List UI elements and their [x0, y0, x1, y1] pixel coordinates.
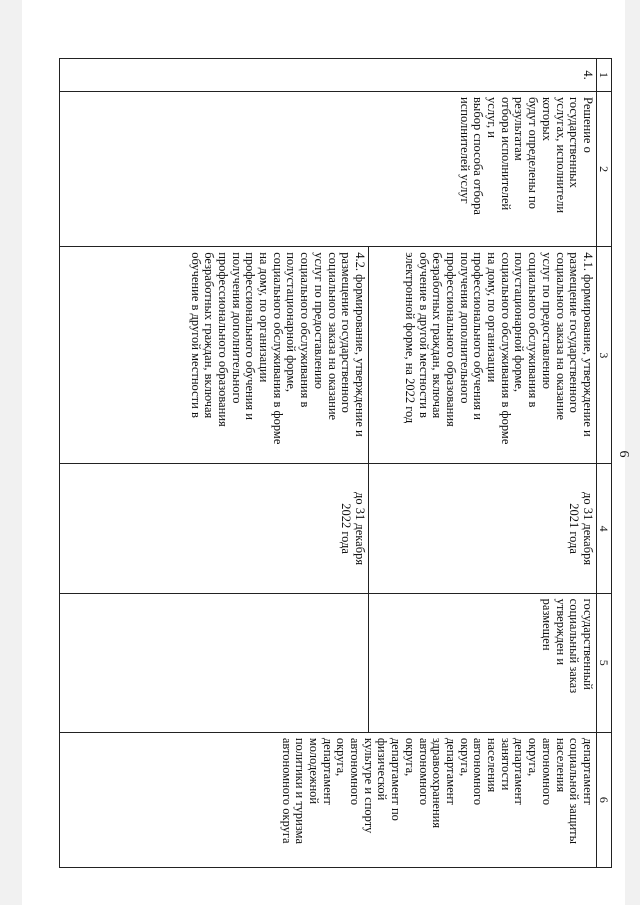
header-col-1: 1 [597, 59, 612, 92]
header-col-4: 4 [597, 464, 612, 593]
table-row [369, 59, 597, 868]
result-4-2-cell [60, 593, 369, 732]
deadline-4-1-cell: до 31 декабря 2021 года [369, 464, 597, 593]
page-number: 6 [616, 450, 631, 458]
row-number: 4. [60, 59, 597, 92]
header-col-2: 2 [597, 92, 612, 247]
measure-4-1-cell: 4.1. формирование, утверждение и размещение государственного социального заказа на оказание услуг по предоставлению социального обслуживания в полустационарной форме, социального обслуживания в форме на дому, по организации профессионального обучения и получения дополнительного профессионального образования безработных граждан, включая обучение в другой местности в электронной форме, на 2022 год [369, 247, 597, 464]
responsible-cell: департамент социальной защиты населения автономного округа, департамент занятости населения автономного округа, департамент здравоохранения автономного округа, департамент по физической культуре и спорту автономного округа, департамент молодежной политики и туризма автономного округа [60, 732, 597, 867]
measure-4-2-cell: 4.2. формирование, утверждение и размещение государственного социального заказа на оказание услуг по предоставлению социального обслуживания в полустационарной форме, социального обслуживания в форме на дому, по организации профессионального обучения и получения дополнительного профессионального образования безработных граждан, включая обучение в другой местности в [60, 247, 369, 464]
table-header-row [597, 59, 612, 868]
result-4-1-cell: государственный социальный заказ утвержден и размещен [369, 593, 597, 732]
header-col-5: 5 [597, 593, 612, 732]
decision-cell: Решение о государственных услугах, исполнители которых будут определены по результатам отбора исполнителей услуг, и выбор способа отбора исполнителей услуг [60, 92, 597, 247]
deadline-4-2-cell: до 31 декабря 2022 года [60, 464, 369, 593]
document-page [22, 0, 631, 905]
header-col-6: 6 [597, 732, 612, 867]
header-col-3: 3 [597, 247, 612, 464]
rotated-table-container [59, 58, 612, 868]
plan-table [59, 58, 612, 868]
